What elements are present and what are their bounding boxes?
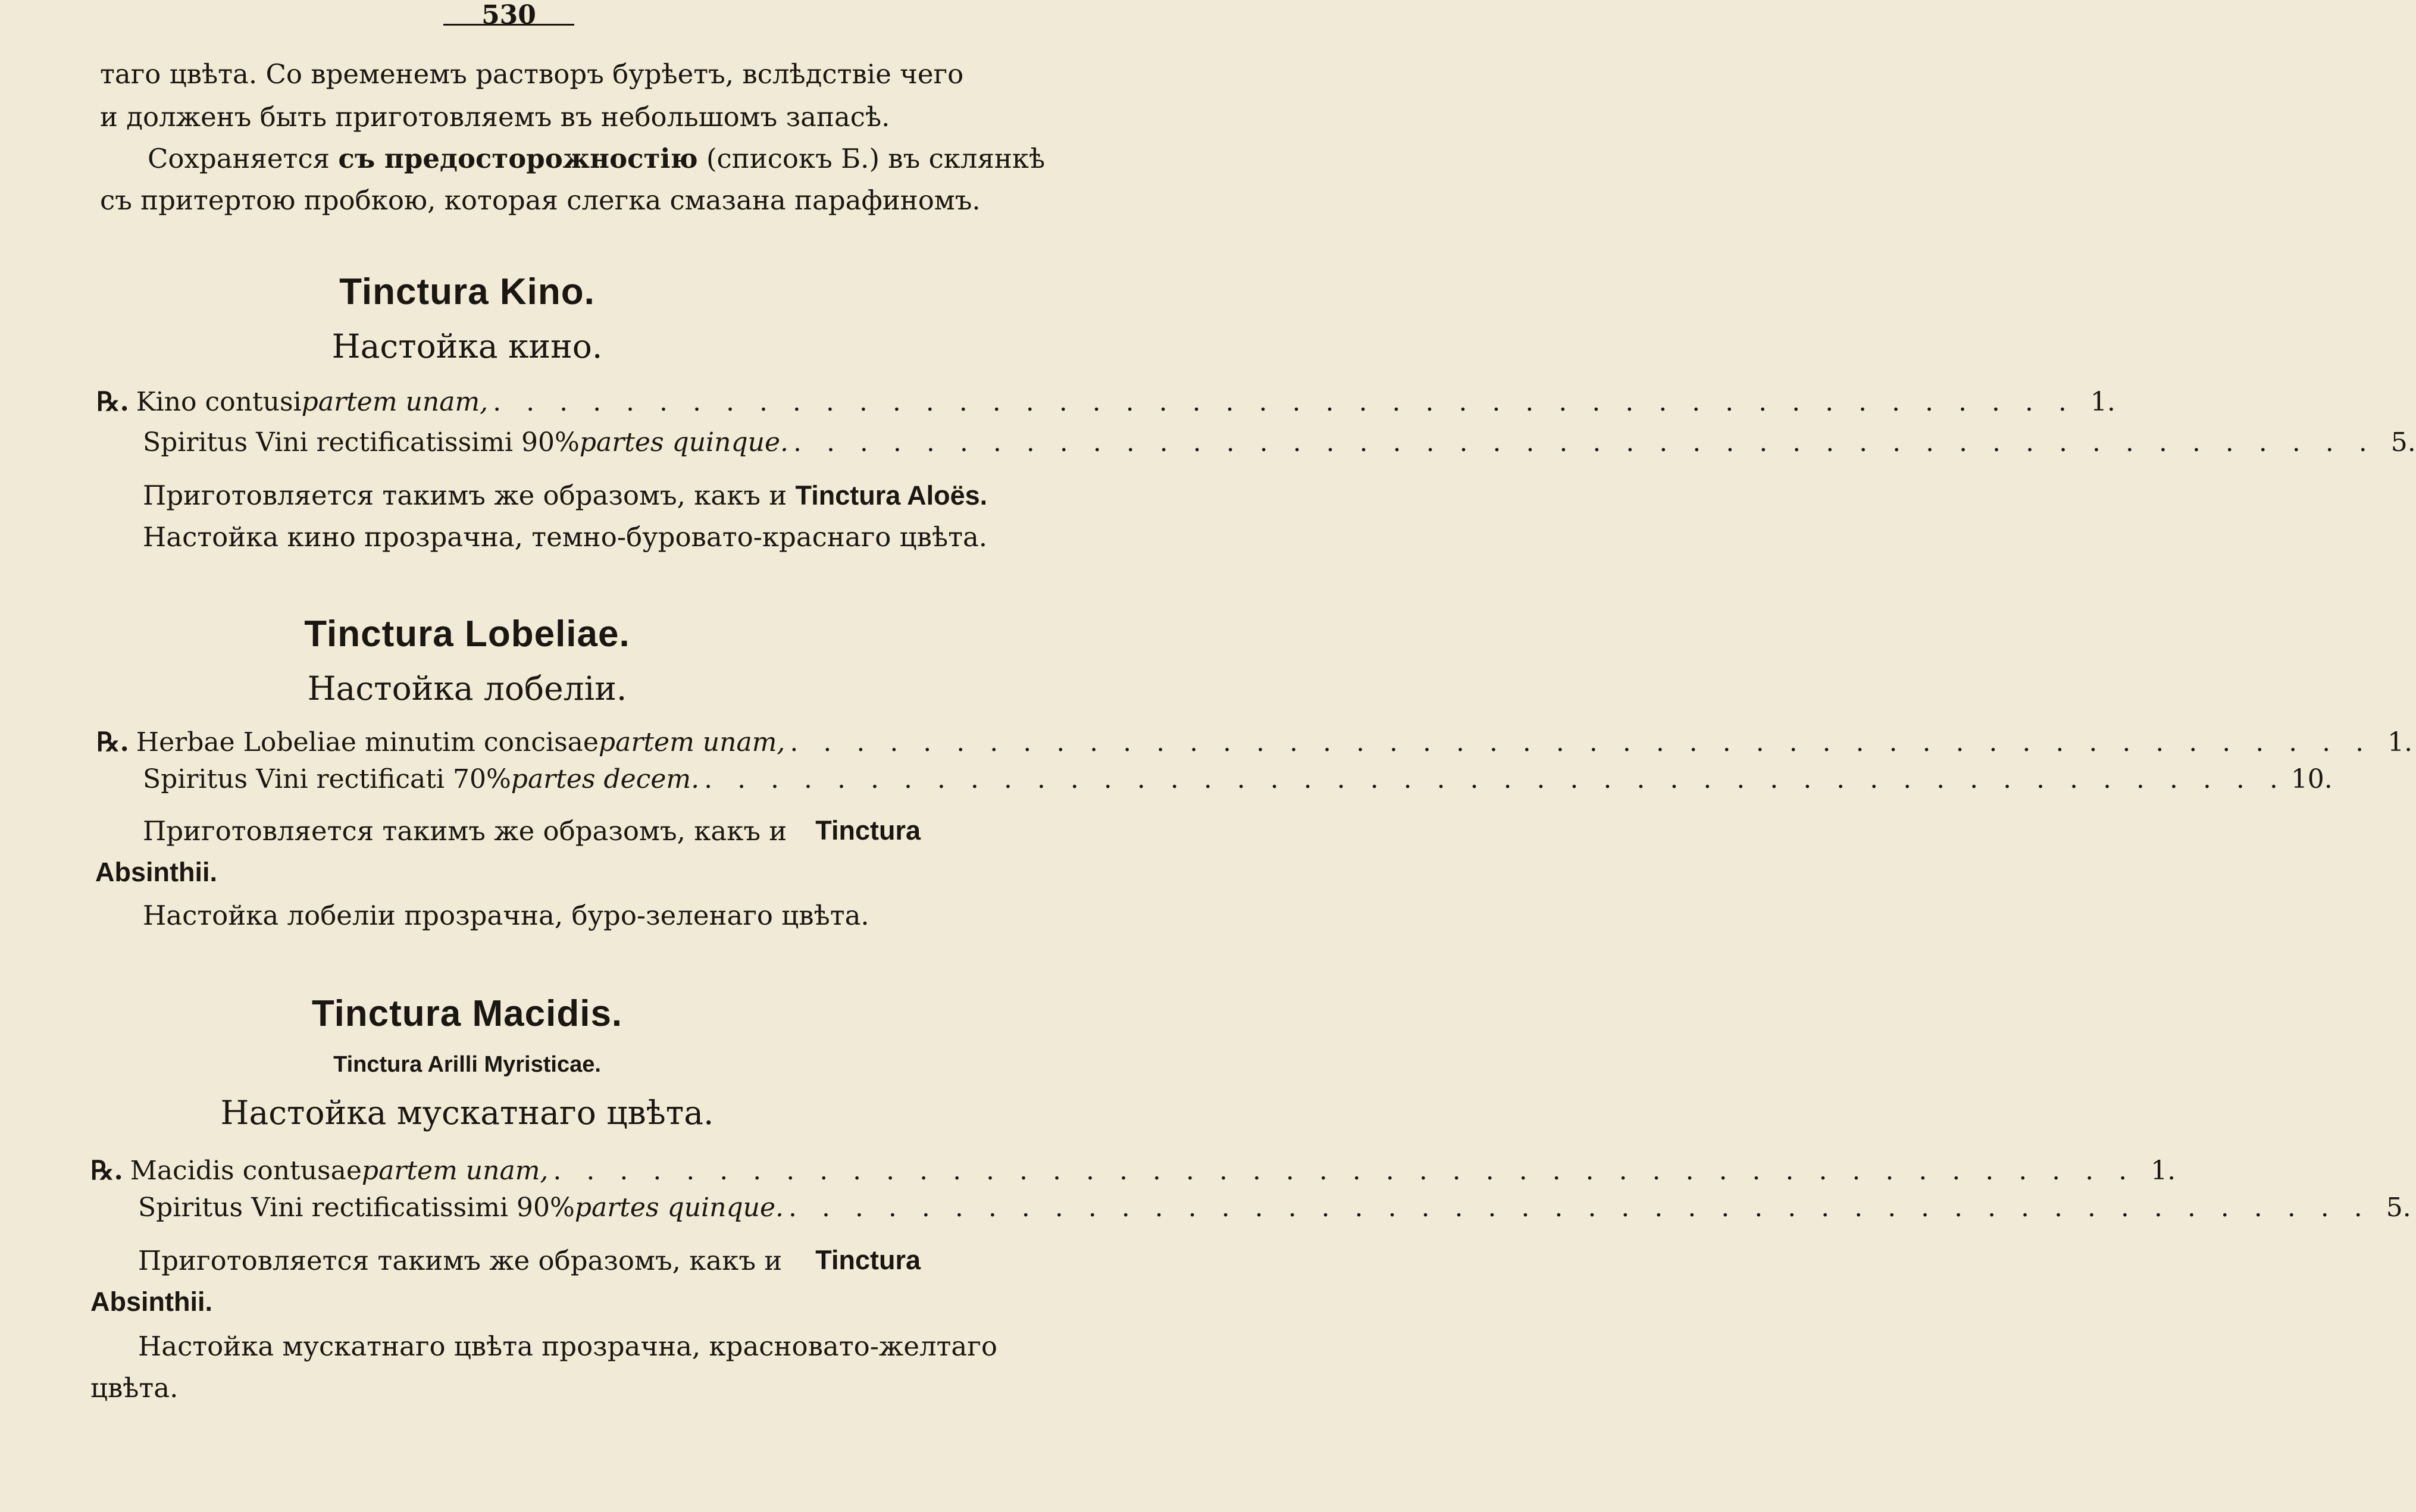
section-title-kino: Tinctura Kino. <box>339 271 595 312</box>
section-ru-title-macidis: Настойка мускатнаго цвѣта. <box>220 1094 714 1132</box>
ingredient-name: Spiritus Vini rectificati 70% <box>143 764 511 794</box>
prep-reference: Tinctura <box>815 1245 921 1275</box>
prep-text: Приготовляется такимъ же образомъ, какъ и <box>138 1245 783 1276</box>
kino-description: Настойка кино прозрачна, темно-буровато-краснаго цвѣта. <box>143 521 988 553</box>
ingredient-dose: partes quinque. <box>579 427 788 458</box>
section-ru-title-kino: Настойка кино. <box>331 327 603 365</box>
section-title-lobeliae: Tinctura Lobeliae. <box>304 613 630 655</box>
intro-line-2: и долженъ быть приготовляемъ въ небольшомъ запасѣ. <box>100 101 890 133</box>
section-subtitle-macidis: Tinctura Arilli Myristicae. <box>333 1052 601 1077</box>
header-rule <box>443 24 574 26</box>
leader-dots <box>790 727 2372 757</box>
lobeliae-ingredient-1 <box>96 727 2413 757</box>
prep-reference: Tinctura Aloës. <box>795 480 988 511</box>
ingredient-dose: partem unam, <box>301 387 489 417</box>
leader-dots <box>788 1192 2371 1223</box>
macidis-description-1: Настойка мускатнаго цвѣта прозрачна, красновато-желтаго <box>138 1331 997 1362</box>
intro-line-1: таго цвѣта. Со временемъ растворъ бурѣетъ, вслѣдствіе чего <box>100 58 964 90</box>
ingredient-qty: 10. <box>2290 764 2333 794</box>
rx-symbol: ℞. <box>90 1156 123 1186</box>
kino-prep <box>143 480 987 511</box>
intro-line-3 <box>148 143 1045 174</box>
macidis-ingredient-2 <box>138 1192 2411 1223</box>
section-title-macidis: Tinctura Macidis. <box>311 993 623 1034</box>
ingredient-name: Spiritus Vini rectificatissimi 90% <box>143 427 580 458</box>
macidis-prep <box>138 1245 921 1276</box>
ingredient-dose: partes quinque. <box>574 1192 784 1223</box>
section-ru-title-lobeliae: Настойка лобеліи. <box>307 669 627 708</box>
rx-symbol: ℞. <box>96 727 129 757</box>
leader-dots <box>793 427 2376 458</box>
rx-symbol: ℞. <box>96 387 129 417</box>
ingredient-name: Macidis contusae <box>130 1156 362 1186</box>
ingredient-name: Kino contusi <box>136 387 302 417</box>
leader-dots <box>553 1156 2135 1186</box>
intro-emphasis: съ предосторожностію <box>338 143 698 174</box>
prep-reference: Tinctura <box>815 815 921 846</box>
macidis-ingredient-1 <box>90 1156 2176 1186</box>
prep-text: Приготовляется такимъ же образомъ, какъ и <box>143 480 796 511</box>
ingredient-dose: partem unam, <box>361 1156 549 1186</box>
ingredient-qty: 1. <box>2090 387 2115 417</box>
intro-line-4: съ притертою пробкою, которая слегка смазана парафиномъ. <box>100 184 981 216</box>
macidis-prep-continued: Absinthii. <box>90 1286 212 1317</box>
lobeliae-ingredient-2 <box>143 764 2333 794</box>
ingredient-dose: partes decem. <box>511 764 700 794</box>
intro-line-3-c: (списокъ Б.) въ склянкѣ <box>697 143 1046 174</box>
ingredient-qty: 5. <box>2390 427 2416 458</box>
ingredient-qty: 5. <box>2386 1192 2411 1223</box>
leader-dots <box>704 764 2286 794</box>
ingredient-dose: partem unam, <box>598 727 785 757</box>
leader-dots <box>493 387 2075 417</box>
kino-ingredient-2 <box>143 427 2416 458</box>
intro-line-3-a: Сохраняется <box>148 143 339 174</box>
ingredient-qty: 1. <box>2387 727 2413 757</box>
page-number: 530 <box>481 0 536 30</box>
lobeliae-prep <box>143 815 921 847</box>
ingredient-name: Spiritus Vini rectificatissimi 90% <box>138 1192 575 1223</box>
lobeliae-description: Настойка лобеліи прозрачна, буро-зеленаго цвѣта. <box>143 900 869 931</box>
macidis-description-2: цвѣта. <box>90 1372 179 1404</box>
lobeliae-prep-continued: Absinthii. <box>95 857 217 887</box>
ingredient-name: Herbae Lobeliae minutim concisae <box>136 727 599 757</box>
ingredient-qty: 1. <box>2151 1156 2176 1186</box>
prep-text: Приготовляется такимъ же образомъ, какъ и <box>143 815 787 847</box>
kino-ingredient-1 <box>96 387 2115 417</box>
